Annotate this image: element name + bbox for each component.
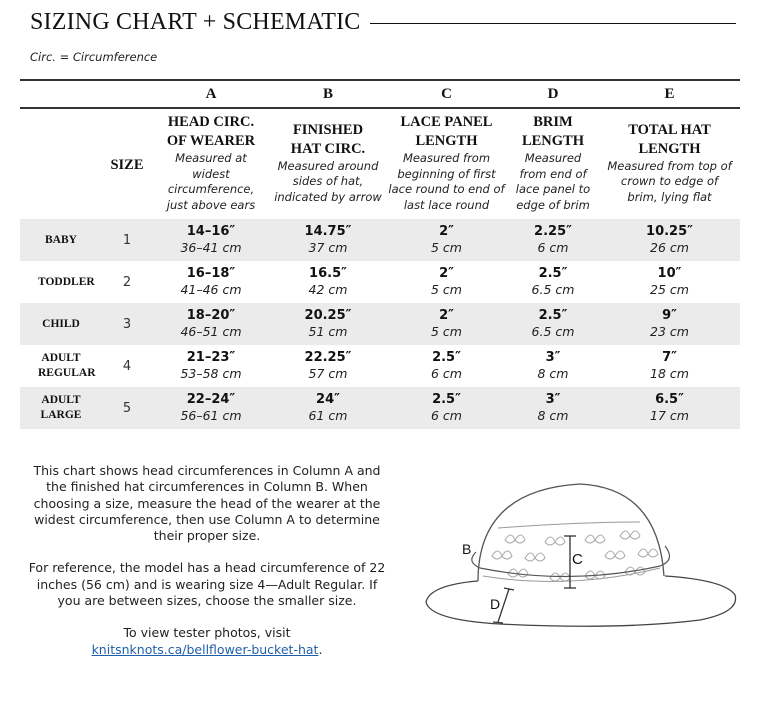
column-title: FINISHED HAT CIRC. [290,121,366,157]
measurement-cell [599,219,740,261]
measurement-cell [152,303,270,345]
column-letter-b: B [322,85,333,102]
size-header-label: SIZE [110,157,144,173]
measurement-inches: 14.75″ [304,224,352,239]
size-name-label: TODDLER [38,275,95,288]
measurement-inches: 2.5″ [432,350,461,365]
size-number: 3 [102,303,152,345]
description-paragraph-2: For reference, the model has a head circumference of 22 inches (56 cm) and is wearing size 4—Adult Regular. If you are between sizes, choose the smaller size. [28,560,386,609]
measurement-cell [270,261,386,303]
column-title: LACE PANEL LENGTH [400,114,493,149]
column-letter-e: E [664,85,675,102]
column-title: BRIM LENGTH [521,114,585,149]
measurement-cell [507,345,599,387]
measurement-cm: 36–41 cm [180,240,242,255]
link-suffix: . [318,641,323,657]
sizing-table [20,81,740,429]
table-row [20,303,740,345]
size-name [20,261,102,303]
measurement-cm: 53–58 cm [180,366,242,381]
measurement-inches: 22.25″ [304,350,352,365]
measurement-inches: 21–23″ [186,350,236,365]
measurement-cell [386,303,507,345]
size-number: 2 [122,274,132,290]
column-title: HEAD CIRC. OF WEARER [166,114,256,149]
description-paragraph-1: This chart shows head circumferences in Column A and the finished hat circumferences in Column B. When choosing a size, measure the head of the wearer at the widest circumference, then use Column A to determine their proper size. [33,463,381,544]
measurement-cell [599,387,740,429]
size-name-label: ADULT REGULAR [38,352,96,379]
description-paragraph-3 [28,625,386,658]
measurement-cm: 5 cm [431,282,462,297]
column-description: Measured at widest circumference, just above ears [166,151,256,212]
measurement-cell [152,387,270,429]
column-header-c [386,107,507,219]
measurement-cm: 51 cm [308,324,348,339]
column-header-e [599,107,740,219]
header-blank [20,107,102,219]
table-row [20,261,740,303]
table-row [20,345,740,387]
measurement-cm: 6 cm [537,240,569,255]
column-header-b [270,107,386,219]
hat-brim [426,576,736,626]
column-letter-a: A [205,85,217,102]
measurement-cm: 41–46 cm [180,282,242,297]
lace-band-top [498,522,640,528]
measurement-cell [507,261,599,303]
measurement-cell [270,219,386,261]
label-c: C [572,551,583,568]
measurement-inches: 2.5″ [538,266,568,281]
measurement-cm: 42 cm [308,282,348,297]
column-description: Measured from top of crown to edge of brim, lying flat [607,158,732,204]
measurement-inches: 7″ [662,350,677,365]
letter-blank [102,81,152,107]
measurement-cm: 5 cm [431,240,462,255]
measurement-inches: 24″ [316,392,340,407]
size-name [20,303,102,345]
size-number: 4 [122,358,132,374]
size-name-label: CHILD [42,317,80,330]
column-description: Measured from beginning of first lace round to end of last lace round [388,151,505,212]
measurement-cm: 8 cm [537,366,569,381]
measurement-inches: 14–16″ [186,224,236,239]
hat-crown [478,484,664,581]
measurement-cm: 61 cm [308,408,348,423]
measurement-cm: 6.5 cm [531,282,575,297]
size-name [20,219,102,261]
measurement-inches: 10″ [657,266,682,281]
measurement-cell [386,387,507,429]
measurement-cm: 37 cm [308,240,348,255]
measurement-inches: 6.5″ [655,392,684,407]
measurement-cm: 56–61 cm [180,408,242,423]
measurement-inches: 9″ [662,308,677,323]
column-letter-row [20,81,740,107]
measurement-cell [270,387,386,429]
size-name [20,387,102,429]
column-header-row [20,107,740,219]
measurement-cell [599,261,740,303]
table-row [20,387,740,429]
letter-blank [20,81,102,107]
tester-photos-link[interactable]: knitsnknots.ca/bellflower-bucket-hat [91,641,319,657]
measurement-cm: 5 cm [431,324,462,339]
hat-schematic [420,450,778,640]
measurement-cell [152,261,270,303]
measurement-cm: 46–51 cm [180,324,242,339]
measurement-cell [507,219,599,261]
measurement-inches: 3″ [545,350,561,365]
measurement-cell [386,261,507,303]
measurement-inches: 2″ [439,308,454,323]
measurement-cell [507,303,599,345]
measurement-inches: 16.5″ [309,266,347,281]
measurement-inches: 3″ [545,392,561,407]
measurement-cm: 57 cm [308,366,348,381]
measurement-cell [152,219,270,261]
size-header [102,107,152,219]
lace-band-bottom [483,568,660,581]
measurement-cm: 6 cm [431,408,462,423]
measurement-inches: 2.5″ [432,392,461,407]
circumference-arrow-b [472,546,670,577]
title-row [30,6,736,38]
measurement-inches: 2″ [439,224,454,239]
measurement-cell [599,303,740,345]
size-number: 5 [102,387,152,429]
sizing-description [28,463,386,674]
page-title: SIZING CHART + SCHEMATIC [30,8,361,35]
table-row [20,219,740,261]
size-name-label: ADULT LARGE [40,394,82,421]
measurement-cm: 6.5 cm [531,324,575,339]
measurement-cm: 26 cm [650,240,689,255]
measurement-cm: 6 cm [431,366,462,381]
column-description: Measured around sides of hat, indicated by arrow [274,158,382,204]
measurement-cell [386,219,507,261]
measurement-inches: 16–18″ [186,266,236,281]
measurement-cell [270,303,386,345]
size-name [20,345,102,387]
measurement-cell [599,345,740,387]
measurement-inches: 2.25″ [534,224,572,239]
measurement-cell [507,387,599,429]
column-letter-d: D [547,85,559,102]
measurement-inches: 2.5″ [538,308,568,323]
measurement-inches: 20.25″ [304,308,352,323]
label-b: B [462,541,472,557]
measurement-inches: 22–24″ [186,392,236,407]
column-letter-c: C [441,85,452,102]
measurement-cm: 25 cm [650,282,689,297]
measurement-inches: 18–20″ [186,308,236,323]
measurement-cm: 8 cm [537,408,569,423]
measurement-cm: 23 cm [650,324,689,339]
measurement-cm: 17 cm [650,408,689,423]
abbreviation-note: Circ. = Circumference [30,50,158,64]
size-name-label: BABY [45,233,77,246]
column-description: Measured from end of lace panel to edge of brim [515,151,591,212]
measurement-cell [386,345,507,387]
measurement-cell [270,345,386,387]
column-title: TOTAL HAT LENGTH [628,121,711,157]
tester-photos-text: To view tester photos, visit [123,625,291,641]
column-header-a [152,107,270,219]
size-number: 1 [102,219,152,261]
title-rule [370,23,736,24]
label-d: D [490,596,501,612]
measurement-cell [152,345,270,387]
measurement-cm: 18 cm [650,366,689,381]
column-header-d [507,107,599,219]
measurement-inches: 2″ [439,266,454,281]
measurement-inches: 10.25″ [646,224,693,239]
